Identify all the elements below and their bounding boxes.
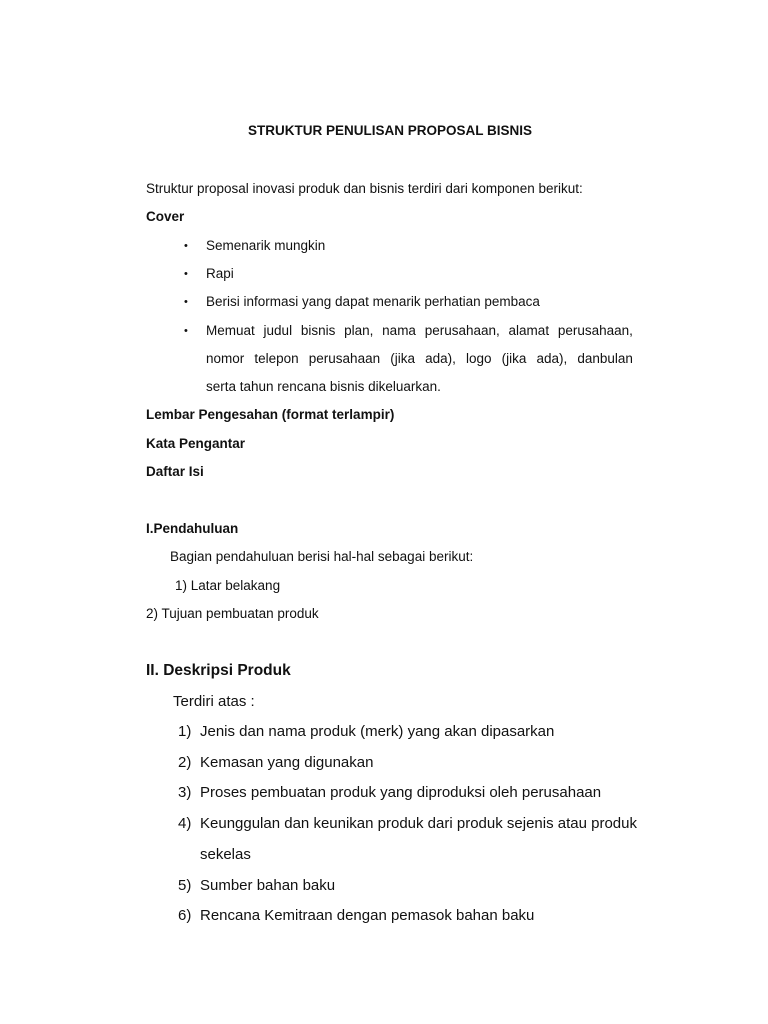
word: (jika: [390, 351, 415, 366]
kata-pengantar-heading: Kata Pengantar: [146, 436, 246, 451]
daftar-isi-heading: Daftar Isi: [146, 464, 204, 479]
word: ada),: [425, 351, 456, 366]
word: perusahaan,: [424, 323, 500, 338]
list-number: 4): [178, 815, 192, 832]
word: perusahaan,: [557, 323, 633, 338]
bullet-icon: •: [184, 296, 188, 308]
cover-bullet-4-line-1: [206, 322, 633, 340]
cover-bullet-2: Rapi: [206, 266, 234, 281]
bullet-icon: •: [184, 325, 188, 337]
bullet-icon: •: [184, 268, 188, 280]
list-item-continuation: sekelas: [200, 846, 251, 863]
word: Memuat: [206, 323, 255, 338]
list-number: 2): [178, 754, 192, 771]
word: nomor: [206, 351, 245, 366]
cover-bullet-1: Semenarik mungkin: [206, 238, 326, 253]
list-item: Proses pembuatan produk yang diproduksi oleh perusahaan: [200, 784, 602, 801]
word: bisnis: [300, 323, 336, 338]
word: ada),: [536, 351, 568, 366]
word: perusahaan: [308, 351, 381, 366]
section-1-heading: I.Pendahuluan: [146, 521, 239, 536]
cover-heading: Cover: [146, 209, 185, 224]
section-2-intro: Terdiri atas :: [173, 693, 255, 710]
word: judul: [263, 323, 293, 338]
section-2-heading: II. Deskripsi Produk: [146, 662, 291, 679]
section-1-item-2: 2) Tujuan pembuatan produk: [146, 606, 319, 621]
list-item: Sumber bahan baku: [200, 877, 336, 894]
bullet-icon: •: [184, 240, 188, 252]
word: (jika: [501, 351, 527, 366]
section-1-text: Bagian pendahuluan berisi hal-hal sebagai berikut:: [170, 549, 474, 564]
word: nama: [382, 323, 416, 338]
list-item: Keunggulan dan keunikan produk dari produk sejenis atau produk: [200, 815, 637, 832]
word: telepon: [254, 351, 299, 366]
list-number: 3): [178, 784, 192, 801]
cover-bullet-4-line-2: [206, 350, 633, 368]
list-number: 5): [178, 877, 192, 894]
cover-bullet-3: Berisi informasi yang dapat menarik perhatian pembaca: [206, 294, 540, 309]
lembar-pengesahan-heading: Lembar Pengesahan (format terlampir): [146, 407, 395, 422]
list-item: Kemasan yang digunakan: [200, 754, 374, 771]
word: logo: [465, 351, 492, 366]
list-number: 1): [178, 723, 192, 740]
document-title: STRUKTUR PENULISAN PROPOSAL BISNIS: [247, 123, 533, 138]
list-item: Rencana Kemitraan dengan pemasok bahan baku: [200, 907, 535, 924]
word: alamat: [508, 323, 550, 338]
section-1-item-1: 1) Latar belakang: [175, 578, 281, 593]
list-number: 6): [178, 907, 192, 924]
word: plan,: [344, 323, 374, 338]
list-item: Jenis dan nama produk (merk) yang akan dipasarkan: [200, 723, 555, 740]
cover-bullet-4-line-3: serta tahun rencana bisnis dikeluarkan.: [206, 379, 441, 394]
word: danbulan: [577, 351, 633, 366]
intro-text: Struktur proposal inovasi produk dan bisnis terdiri dari komponen berikut:: [146, 181, 583, 196]
